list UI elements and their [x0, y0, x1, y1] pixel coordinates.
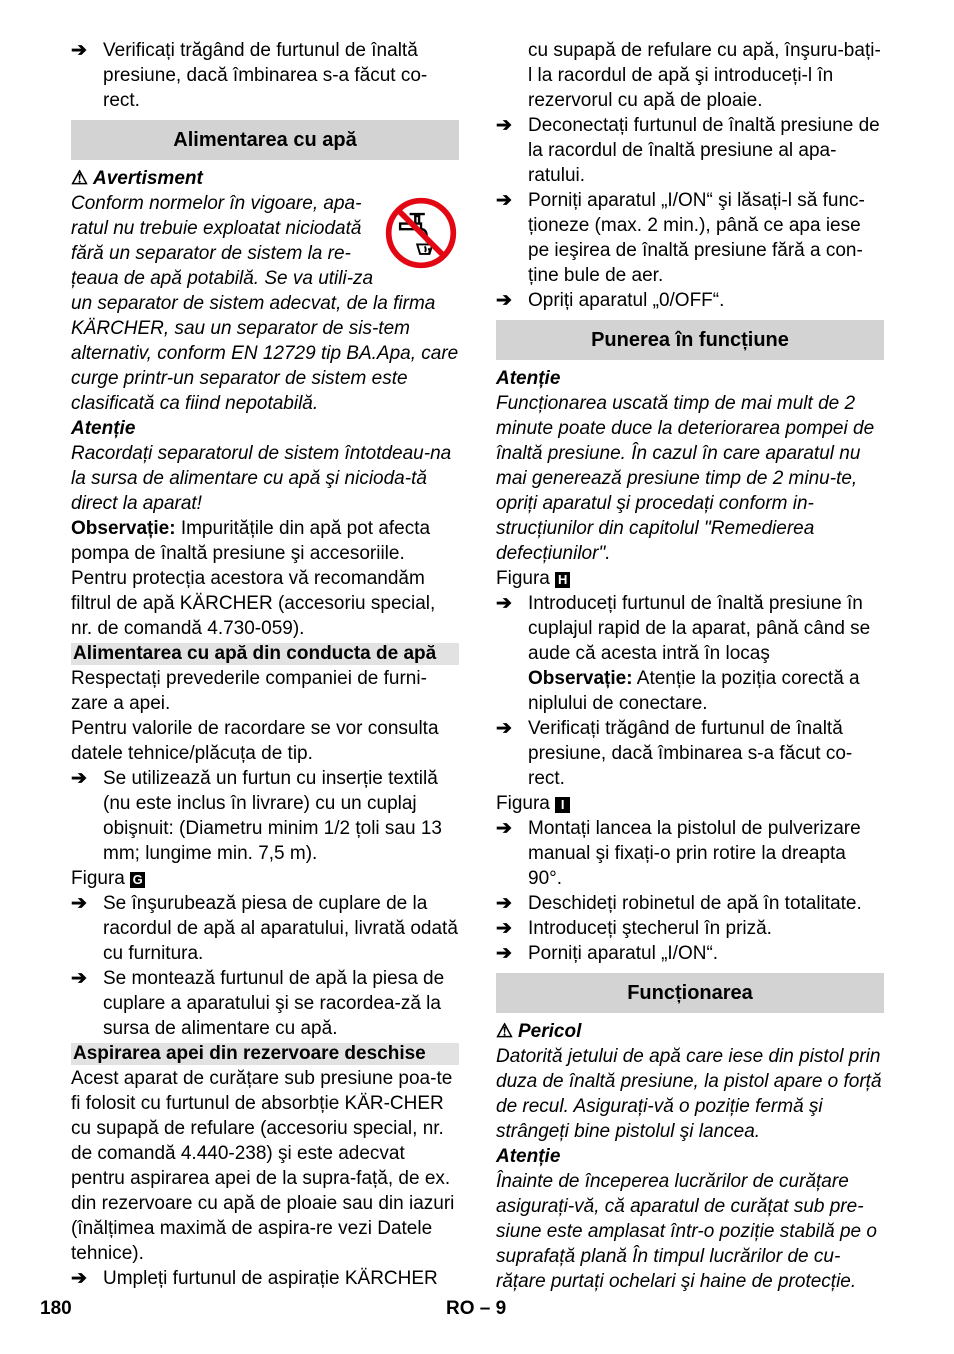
- list-item: ➔ Se montează furtunul de apă la piesa de cuplare a aparatului şi se racordea-ză la sursa de alimentare cu apă.: [71, 968, 445, 1039]
- arrow-right-icon: ➔: [496, 115, 512, 136]
- arrow-right-icon: ➔: [71, 968, 87, 989]
- arrow-right-icon: ➔: [496, 290, 512, 311]
- arrow-right-icon: ➔: [496, 943, 512, 964]
- bullet-text: Verificați trăgând de furtunul de înaltă presiune, dacă îmbinarea s-a făcut co-rect.: [103, 40, 428, 111]
- arrow-right-icon: ➔: [496, 918, 512, 939]
- subheading-conducta: Alimentarea cu apă din conducta de apă: [71, 643, 459, 665]
- page-number: 180: [40, 1298, 72, 1319]
- figure-reference: Figura I: [496, 791, 884, 816]
- attention-text: Funcționarea uscată timp de mai mult de 2 minute poate duce la deteriorarea pompei de înaltă presiune. În cazul în care aparatul nu mai generează presiune timp de 2 minu-te, opriți aparatul şi procedați conform in-strucțiunilor din capitolul "Remedierea defecțiunilor".: [496, 393, 875, 564]
- section-heading-functionare: Funcționarea: [496, 973, 884, 1013]
- section-page-label: RO – 9: [446, 1298, 507, 1319]
- warning-triangle-icon: ⚠: [71, 168, 89, 189]
- list-item: ➔ Verificați trăgând de furtunul de înaltă presiune, dacă îmbinarea s-a făcut co-rect.: [496, 718, 853, 789]
- list-item: ➔ Porniți aparatul „I/ON“.: [496, 943, 719, 964]
- figure-reference: Figura H: [496, 566, 884, 591]
- list-item: ➔ Opriți aparatul „0/OFF“.: [496, 290, 725, 311]
- list-item: ➔ Montați lancea la pistolul de pulverizare manual şi fixați-o prin rotire la dreapta 90°.: [496, 818, 861, 889]
- attention-text: Racordați separatorul de sistem întotdeau-na la sursa de alimentare cu apă şi nicioda-tă direct la aparat!: [71, 443, 452, 514]
- list-item: ➔ Se utilizează un furtun cu inserție textilă (nu este inclus în livrare) cu un cuplaj obişnuit: (Diametru minim 1/2 țoli sau 13 mm; lungime min. 7,5 m).: [71, 768, 442, 864]
- warning-label: ⚠ Avertisment: [71, 168, 203, 189]
- attention-label: Atenție: [496, 368, 561, 389]
- list-item-continued: cu supapă de refulare cu apă, înşuru-bați-l la racordul de apă şi introduceți-l în rezervorul cu apă de ploaie.: [528, 40, 881, 111]
- figure-letter-badge: H: [555, 572, 570, 588]
- danger-text: Datorită jetului de apă care iese din pistol prin duza de înaltă presiune, la pistol apare o forță de recul. Asigurați-vă o poziție fermă şi strângeți bine pistolul şi lancea.: [496, 1046, 882, 1142]
- paragraph: Respectați prevederile companiei de furni-zare a apei.: [71, 668, 427, 714]
- arrow-right-icon: ➔: [496, 593, 512, 614]
- attention-text: Înainte de începerea lucrărilor de curățare asigurați-vă, că aparatul de curățat sub pre-siune este amplasat într-o poziție stabilă pe o suprafață plană În timpul lucrărilor de cu-rățare purtați ochelari şi haine de protecție.: [496, 1171, 877, 1292]
- right-column: [496, 38, 884, 1294]
- figure-letter-badge: G: [130, 872, 145, 888]
- arrow-right-icon: ➔: [71, 1268, 87, 1289]
- no-drinking-water-icon: [383, 195, 459, 271]
- subheading-aspirare: Aspirarea apei din rezervoare deschise: [71, 1043, 459, 1065]
- arrow-right-icon: ➔: [496, 818, 512, 839]
- attention-label: Atenție: [71, 418, 136, 439]
- list-item: ➔ Deschideți robinetul de apă în totalitate.: [496, 893, 862, 914]
- figure-letter-badge: I: [555, 797, 570, 813]
- list-item: ➔ Umpleți furtunul de aspirație KÄRCHER: [71, 1268, 438, 1289]
- figure-reference: Figura G: [71, 866, 459, 891]
- list-item: [71, 38, 459, 113]
- warning-text: Conform normelor în vigoare, apa-ratul nu trebuie exploatat niciodată fără un separator de sistem la re-țeaua de apă potabilă. Se va utili-za un separator de sistem adecvat, de la firma KÄRCHER, sau un separator de sis-tem alternativ, conform EN 12729 tip BA.Apa, care curge printr-un separator de sistem este clasificată ca fiind nepotabilă.: [71, 193, 459, 414]
- danger-label: ⚠ Pericol: [496, 1021, 582, 1042]
- list-item: ➔ Deconectați furtunul de înaltă presiune de la racordul de înaltă presiune al apa-ratului.: [496, 115, 880, 186]
- list-item: ➔ Porniți aparatul „I/ON“ şi lăsați-l să func-ționeze (max. 2 min.), până ce apa iese pe ieşirea de înaltă presiune fără a con-ține bule de aer.: [496, 190, 865, 286]
- arrow-right-icon: ➔: [496, 893, 512, 914]
- note-paragraph: Observație: Impuritățile din apă pot afecta pompa de înaltă presiune şi accesoriile. Pentru protecția acestora vă recomandăm filtrul de apă KÄRCHER (accesoriu special, nr. de comandă 4.730-059).: [71, 518, 436, 639]
- section-heading-punere: Punerea în funcțiune: [496, 320, 884, 360]
- paragraph: Acest aparat de curățare sub presiune poa-te fi folosit cu furtunul de absorbție KÄR-CHER cu supapă de refulare (accesoriu special, nr. de comandă 4.440-238) şi este adecvat pentru aspirarea apei de la supra-față, de ex. din rezervoare cu apă de ploaie sau din iazuri (înălțimea maximă de aspira-re vezi Datele tehnice).: [71, 1068, 455, 1264]
- paragraph: Pentru valorile de racordare se vor consulta datele tehnice/plăcuța de tip.: [71, 718, 439, 764]
- attention-label: Atenție: [496, 1146, 561, 1167]
- arrow-right-icon: ➔: [496, 190, 512, 211]
- left-column: [71, 38, 459, 1291]
- arrow-right-icon: ➔: [496, 718, 512, 739]
- arrow-right-icon: ➔: [71, 893, 87, 914]
- warning-triangle-icon: ⚠: [496, 1021, 514, 1042]
- arrow-right-icon: ➔: [71, 40, 87, 61]
- list-item: ➔ Introduceți furtunul de înaltă presiune în cuplajul rapid de la aparat, până când se aude că acesta intră în locaş Observație: Atenție la poziția corectă a niplului de conectare.: [496, 593, 871, 714]
- section-heading-alimentare: Alimentarea cu apă: [71, 120, 459, 160]
- list-item: ➔ Introduceți ştecherul în priză.: [496, 918, 772, 939]
- list-item: ➔ Se înşurubează piesa de cuplare de la racordul de apă al aparatului, livrată odată cu furnitura.: [71, 893, 458, 964]
- arrow-right-icon: ➔: [71, 768, 87, 789]
